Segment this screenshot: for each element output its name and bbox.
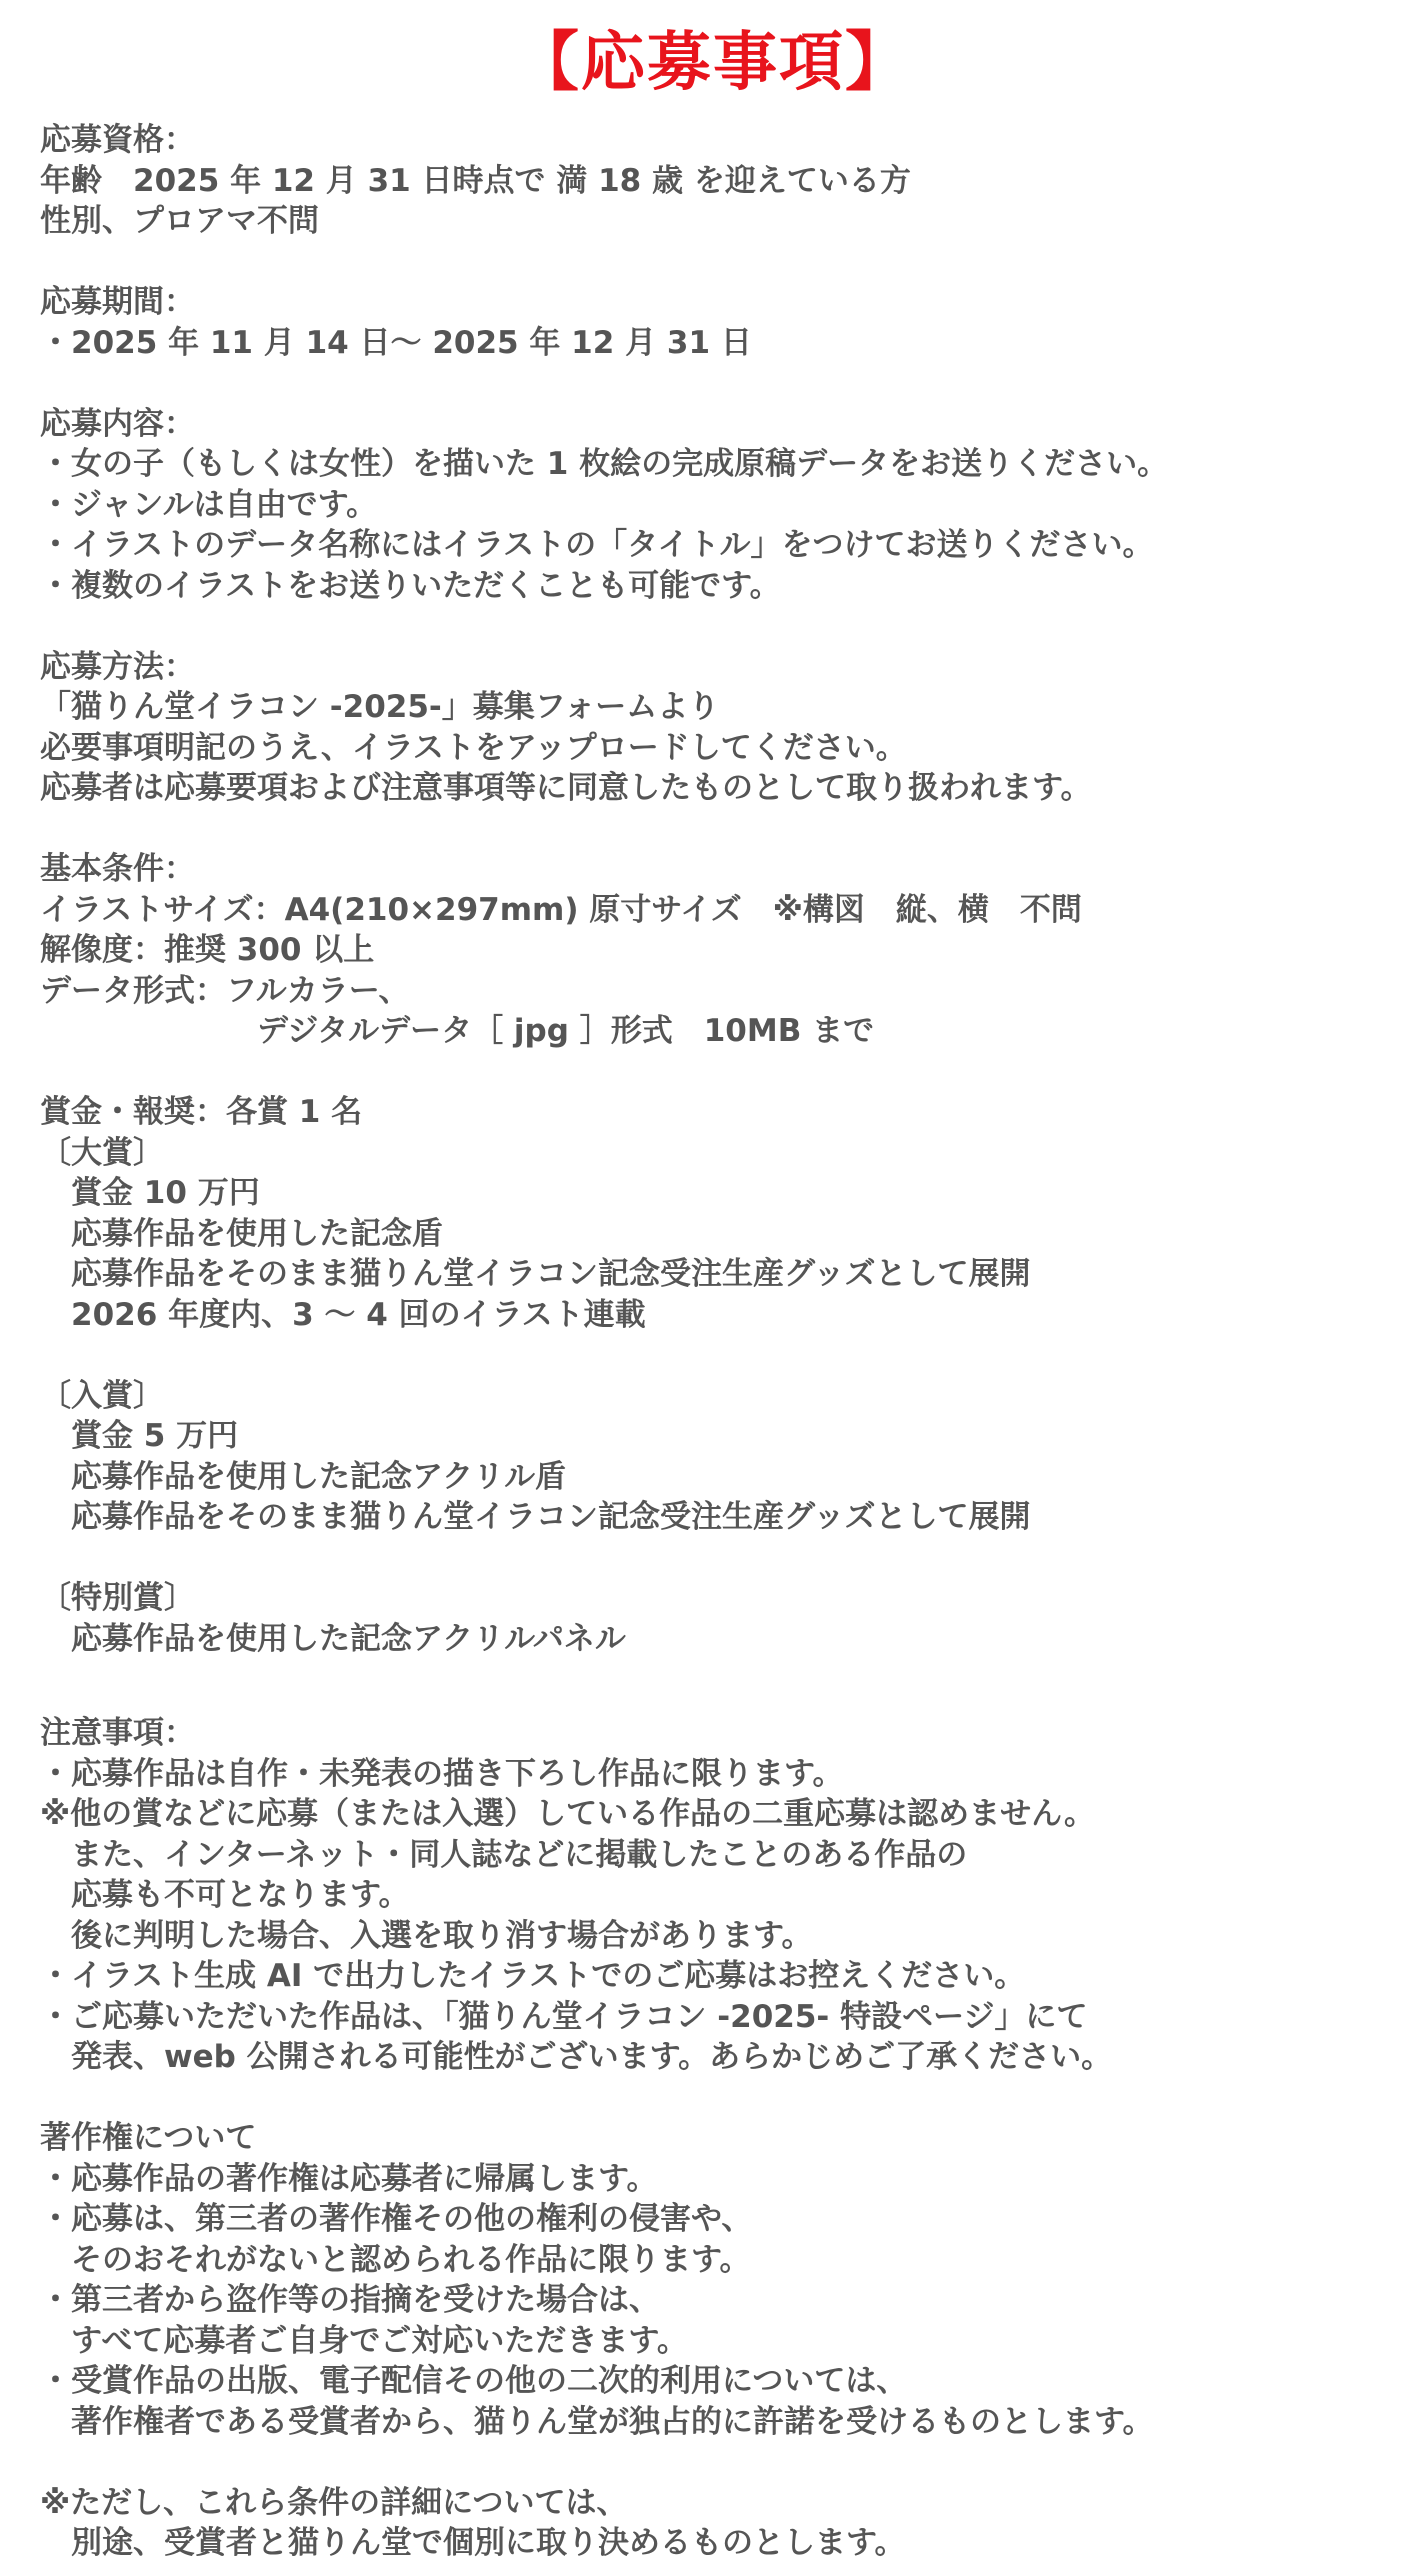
winner-prize-line: 賞金 5 万円	[40, 1418, 239, 1454]
grand-prize-line: 応募作品をそのまま猫りん堂イラコン記念受注生産グッズとして展開	[40, 1256, 1031, 1292]
copyright-line: ・受賞作品の出版、電子配信その他の二次的利用については、	[40, 2363, 908, 2399]
winner-prize-line: 応募作品をそのまま猫りん堂イラコン記念受注生産グッズとして展開	[40, 1499, 1031, 1535]
contents-line: ・複数のイラストをお送りいただくことも可能です。	[40, 567, 781, 604]
notes-line: ・応募作品は自作・未発表の描き下ろし作品に限ります。	[40, 1755, 844, 1792]
spacer	[40, 606, 1410, 647]
spacer	[40, 242, 1410, 283]
copyright-line: 著作権者である受賞者から、猫りん堂が独占的に許諾を受けるものとします。	[40, 2403, 1154, 2440]
grand-prize	[40, 1133, 1410, 1336]
special-prize-label: 〔特別賞〕	[40, 1580, 195, 1616]
notes-line: ・イラスト生成 AI で出力したイラストでのご応募はお控えください。	[40, 1958, 1026, 1994]
grand-prize-label: 〔大賞〕	[40, 1134, 164, 1171]
winner-prize	[40, 1376, 1410, 1538]
spacer	[40, 1335, 1410, 1376]
eligibility-line: 年齢 2025 年 12 月 31 日時点で 満 18 歳 を迎えている方	[40, 162, 911, 199]
period-section	[40, 282, 1410, 363]
eligibility-section	[40, 120, 1410, 242]
method-heading: 応募方法：	[40, 648, 195, 685]
contents-line: ・女の子（もしくは女性）を描いた 1 枚絵の完成原稿データをお送りください。	[40, 446, 1169, 482]
notes-heading: 注意事項：	[40, 1715, 195, 1751]
copyright-line: ・応募は、第三者の著作権その他の権利の侵害や、	[40, 2201, 753, 2237]
document-content	[40, 120, 1410, 2564]
grand-prize-line: 応募作品を使用した記念盾	[40, 1215, 443, 1252]
grand-prize-line: 賞金 10 万円	[40, 1175, 260, 1211]
method-section	[40, 647, 1410, 809]
spacer	[40, 1538, 1410, 1579]
contents-line: ・イラストのデータ名称にはイラストの「タイトル」をつけてお送りください。	[40, 527, 1154, 563]
method-line: 必要事項明記のうえ、イラストをアップロードしてください。	[40, 729, 907, 766]
notes-line: 後に判明した場合、入選を取り消す場合があります。	[40, 1917, 813, 1954]
copyright-line: ・第三者から盗作等の指摘を受けた場合は、	[40, 2282, 660, 2318]
contents-heading: 応募内容：	[40, 405, 195, 442]
spacer	[40, 363, 1410, 404]
method-line: 「猫りん堂イラコン -2025-」募集フォームより	[40, 689, 720, 725]
eligibility-heading: 応募資格：	[40, 122, 195, 158]
conditions-line: イラストサイズ：A4(210×297mm) 原寸サイズ ※構図 縦、横 不問	[40, 891, 1082, 928]
special-prize-line: 応募作品を使用した記念アクリルパネル	[40, 1620, 626, 1657]
contents-section	[40, 404, 1410, 607]
copyright-line: ・応募作品の著作権は応募者に帰属します。	[40, 2160, 658, 2197]
period-line: ・2025 年 11 月 14 日～ 2025 年 12 月 31 日	[40, 324, 752, 361]
footer-line: ※ただし、これら条件の詳細については、	[40, 2484, 628, 2521]
conditions-line: デジタルデータ［ jpg ］形式 10MB まで	[40, 1013, 875, 1049]
winner-prize-label: 〔入賞〕	[40, 1377, 164, 1414]
conditions-line: 解像度：推奨 300 以上	[40, 932, 375, 968]
copyright-line: すべて応募者ご自身でご対応いただきます。	[40, 2322, 688, 2359]
page-title: 【応募事項】	[515, 26, 911, 100]
footer-note	[40, 2483, 1410, 2564]
grand-prize-line: 2026 年度内、3 ～ 4 回のイラスト連載	[40, 1296, 646, 1333]
conditions-heading: 基本条件：	[40, 851, 195, 887]
period-heading: 応募期間：	[40, 284, 195, 320]
notes-line: ※他の賞などに応募（または入選）している作品の二重応募は認めません。	[40, 1796, 1095, 1832]
copyright-line: そのおそれがないと認められる作品に限ります。	[40, 2241, 751, 2278]
spacer	[40, 2442, 1410, 2483]
spacer	[40, 1052, 1410, 1093]
notes-line: 発表、web 公開される可能性がございます。あらかじめご了承ください。	[40, 2039, 1113, 2075]
copyright-section	[40, 2118, 1410, 2442]
winner-prize-line: 応募作品を使用した記念アクリル盾	[40, 1458, 567, 1495]
footer-line: 別途、受賞者と猫りん堂で個別に取り決めるものとします。	[40, 2525, 906, 2561]
prizes-section	[40, 1092, 1410, 1659]
method-line: 応募者は応募要項および注意事項等に同意したものとして取り扱われます。	[40, 770, 1092, 806]
notes-line: 応募も不可となります。	[40, 1877, 410, 1913]
eligibility-line: 性別、プロアマ不問	[40, 203, 319, 239]
notes-line: ・ご応募いただいた作品は、「猫りん堂イラコン -2025- 特設ページ」にて	[40, 1998, 1088, 2035]
notes-line: また、インターネット・同人誌などに掲載したことのある作品の	[40, 1836, 968, 1873]
copyright-heading: 著作権について	[40, 2120, 257, 2156]
spacer	[40, 2078, 1410, 2119]
notes-section	[40, 1713, 1410, 2078]
conditions-line: データ形式：フルカラー、	[40, 972, 410, 1009]
spacer	[40, 809, 1410, 850]
conditions-section	[40, 849, 1410, 1052]
contents-line: ・ジャンルは自由です。	[40, 486, 378, 523]
special-prize	[40, 1578, 1410, 1659]
prizes-heading: 賞金・報奨：各賞 1 名	[40, 1094, 363, 1130]
spacer	[40, 1659, 1410, 1713]
